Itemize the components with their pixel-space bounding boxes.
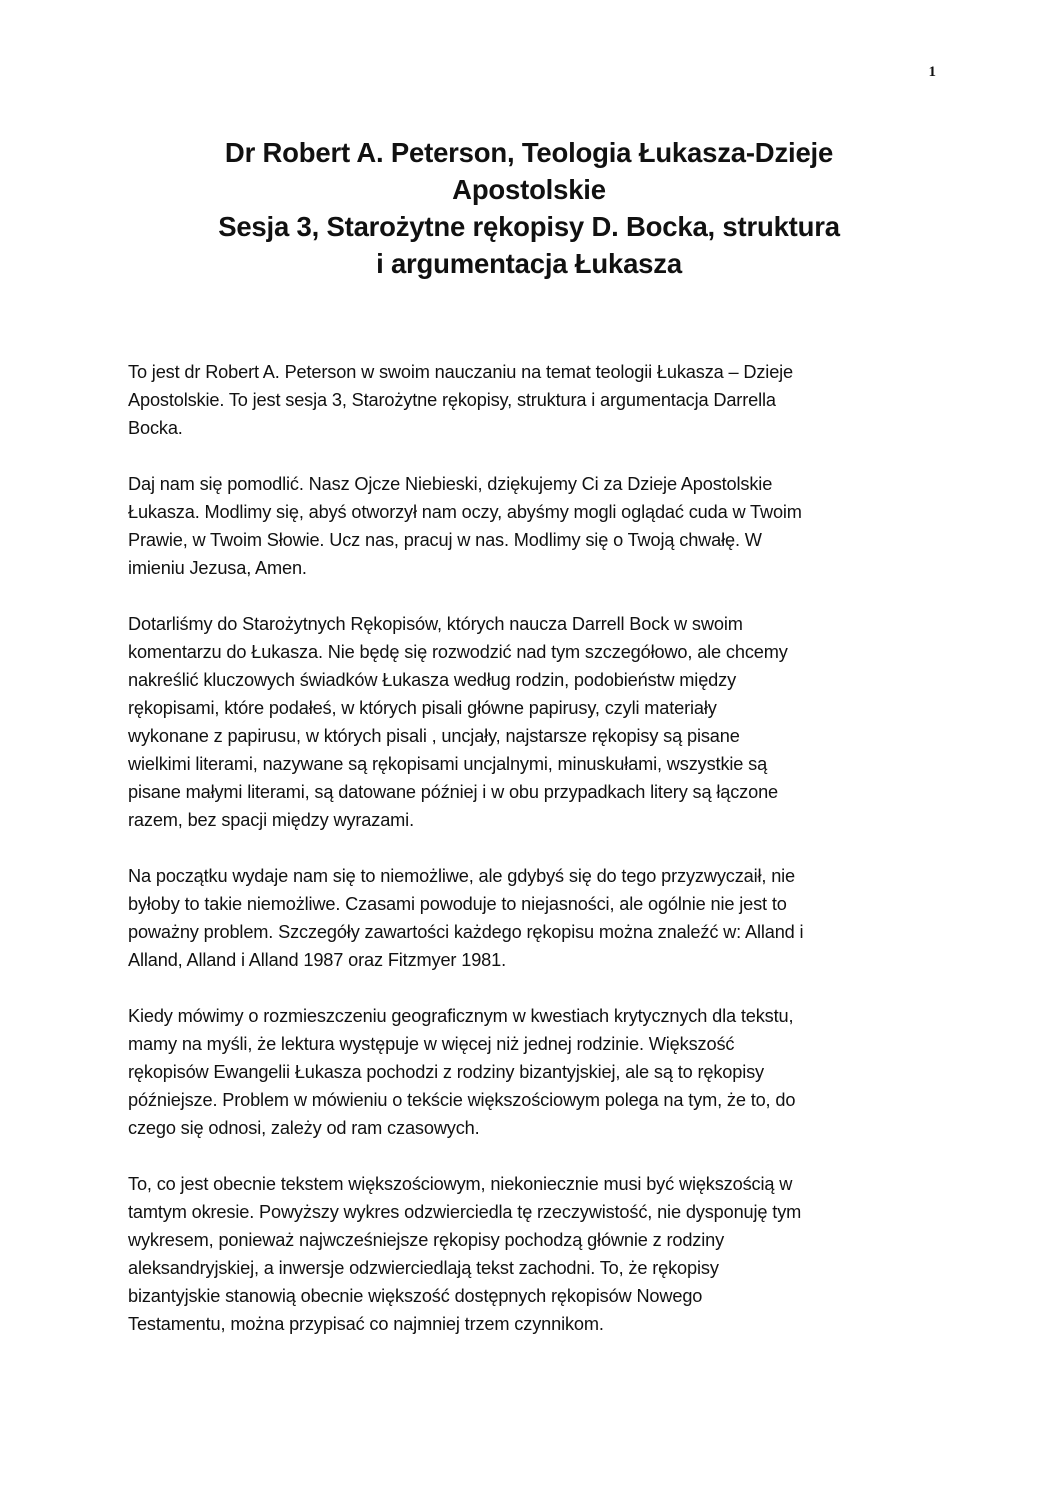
text-line: Bocka. [128, 418, 183, 438]
paragraph-geography [128, 1002, 934, 1142]
paragraph-majority-text [128, 1170, 934, 1338]
text-line: Kiedy mówimy o rozmieszczeniu geograficznym w kwestiach krytycznych dla tekstu, [128, 1006, 794, 1026]
text-line: razem, bez spacji między wyrazami. [128, 810, 414, 830]
title-line: Sesja 3, Starożytne rękopisy D. Bocka, struktura [218, 211, 840, 242]
text-line: późniejsze. Problem w mówieniu o tekście większościowym polega na tym, że to, do [128, 1090, 796, 1110]
paragraph-difficulty [128, 862, 934, 974]
text-line: poważny problem. Szczegóły zawartości każdego rękopisu można znaleźć w: Alland i [128, 922, 804, 942]
text-line: czego się odnosi, zależy od ram czasowych. [128, 1118, 480, 1138]
text-line: imieniu Jezusa, Amen. [128, 558, 307, 578]
text-line: aleksandryjskiej, a inwersje odzwierciedlają tekst zachodni. To, że rękopisy [128, 1258, 719, 1278]
text-line: nakreślić kluczowych świadków Łukasza według rodzin, podobieństw między [128, 670, 737, 690]
paragraph-intro [128, 358, 934, 442]
text-line: pisane małymi literami, są datowane później i w obu przypadkach litery są łączone [128, 782, 778, 802]
text-line: wielkimi literami, nazywane są rękopisami uncjalnymi, minuskułami, wszystkie są [128, 754, 768, 774]
text-line: Apostolskie. To jest sesja 3, Starożytne rękopisy, struktura i argumentacja Darrella [128, 390, 776, 410]
text-line: Testamentu, można przypisać co najmniej trzem czynnikom. [128, 1314, 604, 1334]
text-line: bizantyjskie stanowią obecnie większość dostępnych rękopisów Nowego [128, 1286, 703, 1306]
title-line: i argumentacja Łukasza [376, 248, 682, 279]
paragraph-prayer [128, 470, 934, 582]
text-line: To jest dr Robert A. Peterson w swoim nauczaniu na temat teologii Łukasza – Dzieje [128, 362, 794, 382]
page-number: 1 [928, 64, 936, 80]
text-line: rękopisami, które podałeś, w których pisali główne papirusy, czyli materiały [128, 698, 717, 718]
title-line: Apostolskie [452, 174, 606, 205]
text-line: wykonane z papirusu, w których pisali , uncjały, najstarsze rękopisy są pisane [128, 726, 740, 746]
paragraph-manuscripts [128, 610, 934, 834]
text-line: Łukasza. Modlimy się, abyś otworzył nam oczy, abyśmy mogli oglądać cuda w Twoim [128, 502, 802, 522]
text-line: Alland, Alland i Alland 1987 oraz Fitzmyer 1981. [128, 950, 506, 970]
document-body [128, 358, 934, 1366]
text-line: komentarzu do Łukasza. Nie będę się rozwodzić nad tym szczegółowo, ale chcemy [128, 642, 788, 662]
text-line: byłoby to takie niemożliwe. Czasami powoduje to niejasności, ale ogólnie nie jest to [128, 894, 787, 914]
text-line: Dotarliśmy do Starożytnych Rękopisów, których naucza Darrell Bock w swoim [128, 614, 743, 634]
document-title [128, 134, 930, 282]
text-line: To, co jest obecnie tekstem większościowym, niekoniecznie musi być większością w [128, 1174, 793, 1194]
text-line: Prawie, w Twoim Słowie. Ucz nas, pracuj w nas. Modlimy się o Twoją chwałę. W [128, 530, 762, 550]
text-line: tamtym okresie. Powyższy wykres odzwierciedla tę rzeczywistość, nie dysponuję tym [128, 1202, 802, 1222]
text-line: Daj nam się pomodlić. Nasz Ojcze Niebieski, dziękujemy Ci za Dzieje Apostolskie [128, 474, 773, 494]
text-line: rękopisów Ewangelii Łukasza pochodzi z rodziny bizantyjskiej, ale są to rękopisy [128, 1062, 765, 1082]
text-line: wykresem, ponieważ najwcześniejsze rękopisy pochodzą głównie z rodziny [128, 1230, 725, 1250]
title-line: Dr Robert A. Peterson, Teologia Łukasza-Dzieje [224, 137, 834, 168]
text-line: Na początku wydaje nam się to niemożliwe, ale gdybyś się do tego przyzwyczaił, nie [128, 866, 796, 886]
text-line: mamy na myśli, że lektura występuje w więcej niż jednej rodzinie. Większość [128, 1034, 735, 1054]
